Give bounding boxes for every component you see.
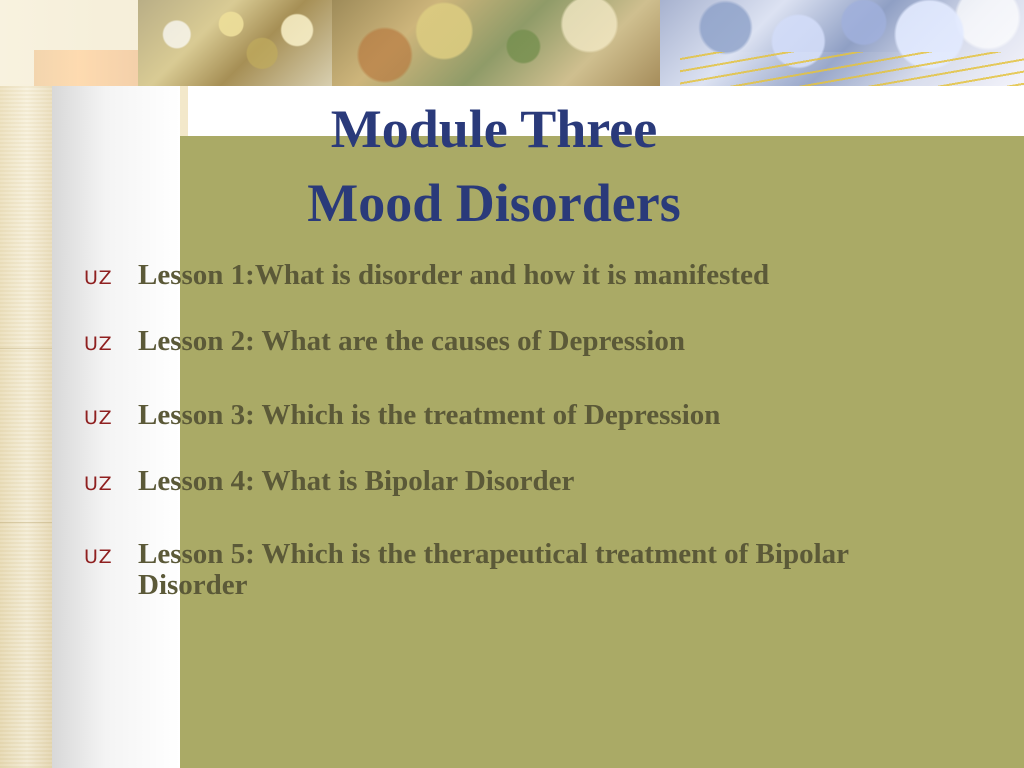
lesson-text: Lesson 3: Which is the treatment of Depression xyxy=(138,399,721,431)
bullet-icon: UZ xyxy=(84,473,113,495)
lesson-text: Lesson 4: What is Bipolar Disorder xyxy=(138,465,575,497)
lesson-text: Lesson 2: What are the causes of Depression xyxy=(138,325,685,357)
lesson-text: Lesson 1:What is disorder and how it is manifested xyxy=(138,259,770,291)
top-art-segment xyxy=(332,0,662,86)
top-art-segment xyxy=(138,0,332,86)
parchment-texture-left xyxy=(0,0,53,768)
parchment-seam xyxy=(0,522,52,523)
slide-title-line-1: Module Three xyxy=(330,99,658,159)
parchment-seam xyxy=(0,348,52,349)
bullet-icon: UZ xyxy=(84,407,113,429)
bullet-icon: UZ xyxy=(84,333,113,355)
wheat-overlay xyxy=(680,52,1024,86)
bullet-icon: UZ xyxy=(84,546,113,568)
slide-title xyxy=(188,92,800,240)
top-art-segment xyxy=(34,50,144,86)
slide-title-line-2: Mood Disorders xyxy=(307,173,681,233)
lesson-text: Lesson 5: Which is the therapeutical treatment of Bipolar Disorder xyxy=(138,538,849,601)
bullet-icon: UZ xyxy=(84,267,113,289)
